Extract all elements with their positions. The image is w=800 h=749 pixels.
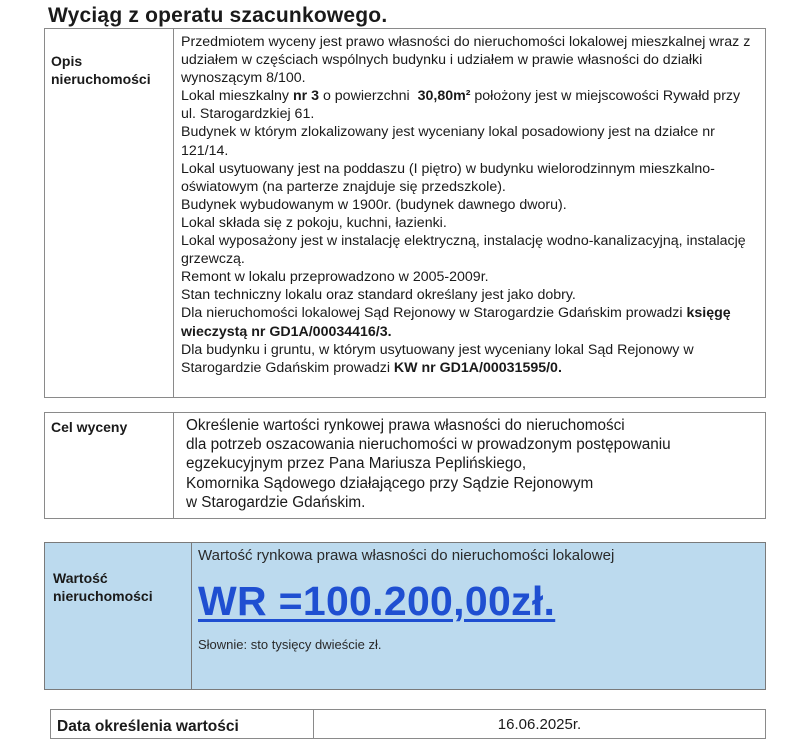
- text-run: Dla budynku i gruntu, w którym usytuowany jest wyceniany lokal Sąd Rejonowy w Starogardzie Gdańskim prowadzi: [181, 341, 694, 376]
- purpose-line: dla potrzeb oszacowania nieruchomości w prowadzonym postępowaniu: [186, 436, 671, 454]
- label-line: Wartość: [53, 570, 108, 586]
- valuation-purpose-text: [174, 413, 766, 519]
- property-value-content: [192, 543, 766, 690]
- property-description-text: [174, 29, 766, 398]
- text-run: Lokal mieszkalny: [181, 88, 293, 105]
- valuation-purpose-label: Cel wyceny: [45, 413, 174, 519]
- desc-paragraph-building-register: [181, 341, 759, 377]
- document-title: Wyciąg z operatu szacunkowego.: [48, 4, 388, 27]
- desc-paragraph-land-register: [181, 304, 759, 340]
- text-run: o powierzchni: [319, 88, 414, 105]
- desc-paragraph: Lokal składa się z pokoju, kuchni, łazienki.: [181, 214, 447, 231]
- desc-paragraph: Budynek w którym zlokalizowany jest wyceniany lokal posadowiony jest na działce nr 121/14.: [181, 124, 715, 159]
- desc-paragraph: Remont w lokalu przeprowadzono w 2005-2009r.: [181, 269, 489, 286]
- market-value-amount: WR =100.200,00zł.: [198, 578, 556, 624]
- desc-paragraph: Stan techniczny lokalu oraz standard określany jest jako dobry.: [181, 287, 576, 304]
- value-subtitle: Wartość rynkowa prawa własności do nieruchomości lokalowej: [198, 547, 615, 564]
- text-run: położony jest w miejscowości Rywałd przy ul. Starogardzkiej 61.: [181, 88, 741, 123]
- text-run: Dla nieruchomości lokalowej Sąd Rejonowy w Starogardzie Gdańskim prowadzi: [181, 305, 687, 322]
- unit-area: 30,80m²: [417, 88, 471, 105]
- valuation-date-label: Data określenia wartości: [51, 710, 314, 739]
- property-description-label: [45, 29, 174, 398]
- land-register-number: księgę wieczystą nr GD1A/00034416/3.: [181, 305, 731, 340]
- valuation-date-table: [50, 709, 766, 739]
- desc-paragraph-location: [181, 87, 759, 123]
- building-register-number: KW nr GD1A/00031595/0.: [393, 359, 562, 376]
- value-in-words: Słownie: sto tysięcy dwieście zł.: [198, 637, 382, 652]
- property-value-label: [45, 543, 192, 690]
- desc-paragraph: Budynek wybudowanym w 1900r. (budynek dawnego dworu).: [181, 196, 567, 213]
- unit-number: nr 3: [292, 88, 320, 105]
- desc-paragraph: Przedmiotem wyceny jest prawo własności do nieruchomości lokalowej mieszkalnej wraz z udziałem w częściach wspólnych budynku i udziałem w prawie własności do działki wynoszącym 8/100.: [181, 34, 751, 87]
- label-line: nieruchomości: [53, 588, 153, 604]
- desc-paragraph: Lokal wyposażony jest w instalację elektryczną, instalację wodno-kanalizacyjną, instalację grzewczą.: [181, 233, 746, 268]
- valuation-date-value: 16.06.2025r.: [314, 710, 766, 739]
- property-value-table: [44, 542, 766, 690]
- label-line: Opis: [51, 53, 83, 69]
- label-line: nieruchomości: [51, 71, 151, 87]
- purpose-line: Określenie wartości rynkowej prawa własności do nieruchomości: [186, 417, 625, 434]
- valuation-purpose-table: [44, 412, 766, 519]
- property-description-table: [44, 28, 766, 398]
- purpose-line: w Starogardzie Gdańskim.: [186, 493, 366, 511]
- purpose-line: egzekucyjnym przez Pana Mariusza Peplińskiego,: [186, 455, 527, 473]
- desc-paragraph: Lokal usytuowany jest na poddaszu (I piętro) w budynku wielorodzinnym mieszkalno-oświatowym (na parterze znajduje się przedszkole).: [181, 160, 715, 195]
- purpose-line: Komornika Sądowego działającego przy Sądzie Rejonowym: [186, 474, 594, 492]
